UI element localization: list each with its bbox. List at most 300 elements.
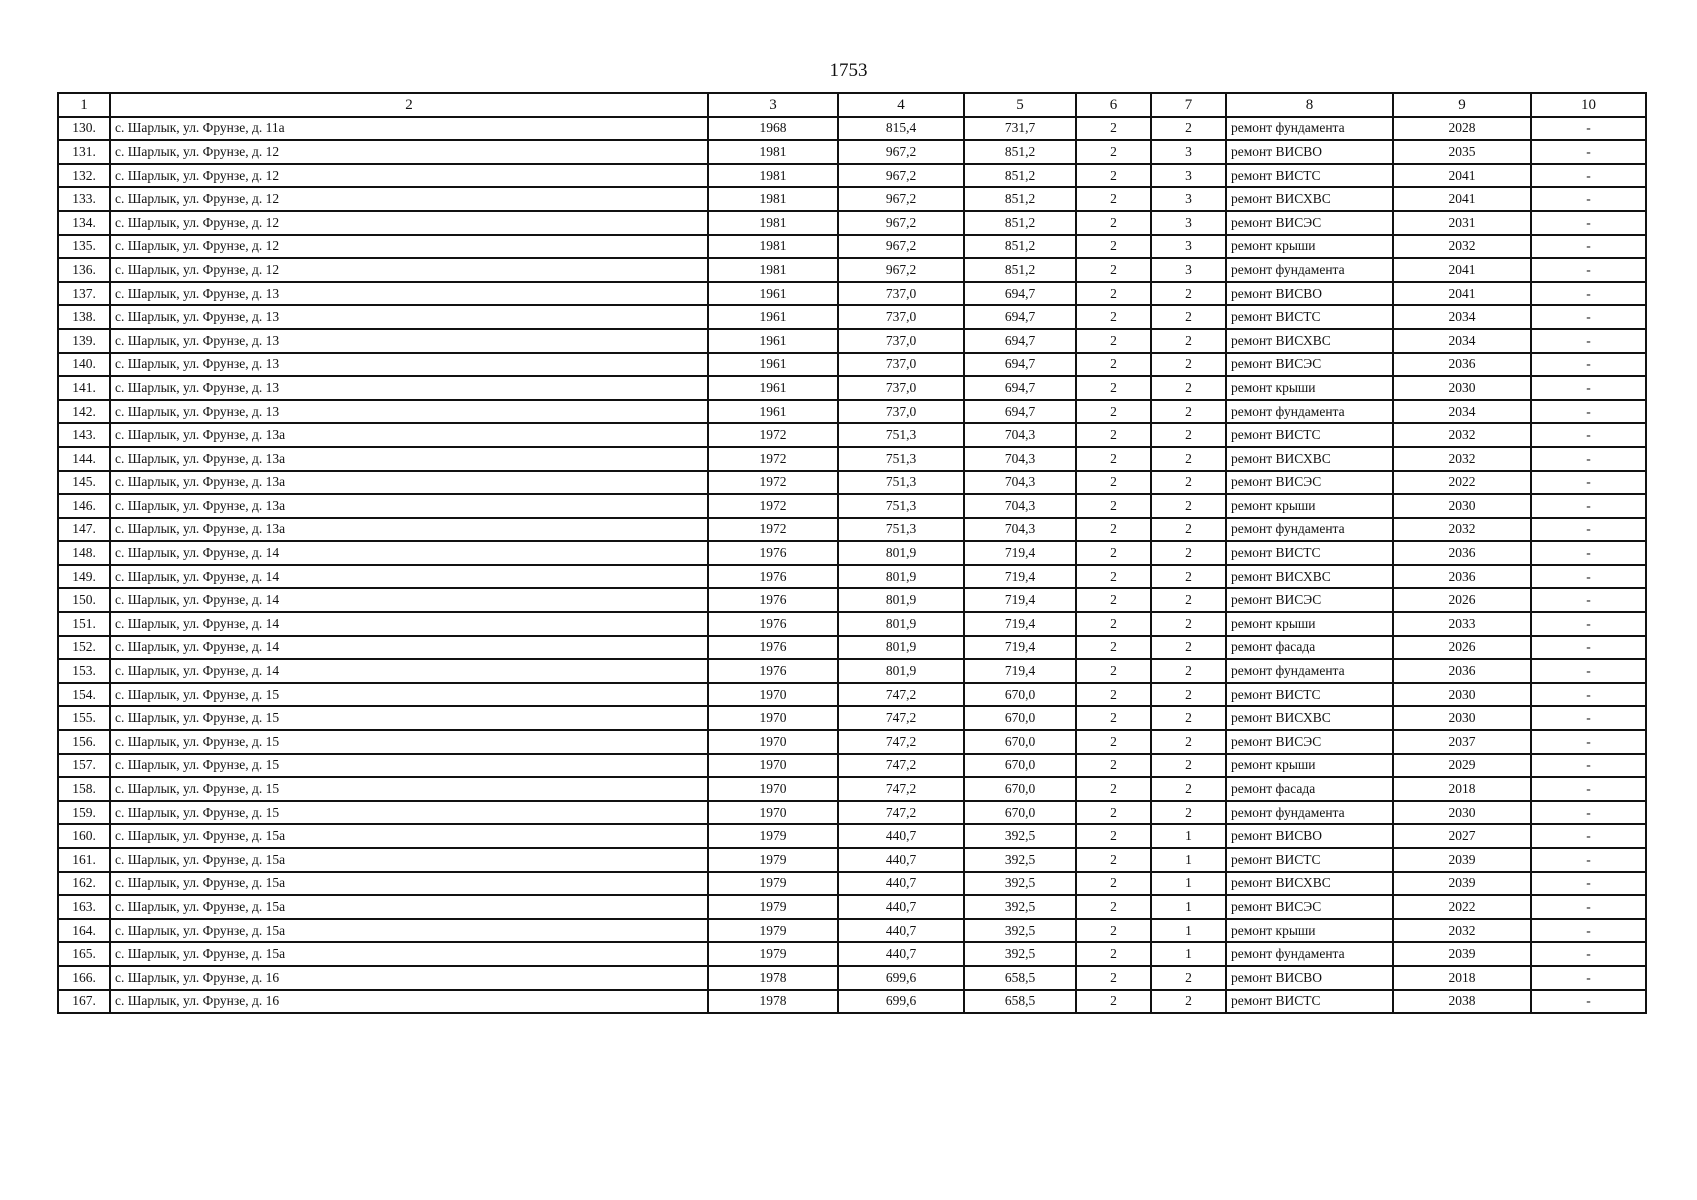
planned-year-cell: 2030 (1393, 683, 1531, 707)
note-cell: - (1531, 494, 1646, 518)
address-cell: с. Шарлык, ул. Фрунзе, д. 12 (110, 164, 708, 188)
work-type-cell: ремонт фундамента (1226, 400, 1393, 424)
year-built-cell: 1970 (708, 801, 838, 825)
living-area-cell: 719,4 (964, 588, 1076, 612)
note-cell: - (1531, 447, 1646, 471)
total-area-cell: 801,9 (838, 588, 964, 612)
address-cell: с. Шарлык, ул. Фрунзе, д. 15 (110, 801, 708, 825)
row-number-cell: 139. (58, 329, 110, 353)
planned-year-cell: 2036 (1393, 353, 1531, 377)
address-cell: с. Шарлык, ул. Фрунзе, д. 13 (110, 329, 708, 353)
row-number-cell: 146. (58, 494, 110, 518)
address-cell: с. Шарлык, ул. Фрунзе, д. 15 (110, 777, 708, 801)
year-built-cell: 1979 (708, 824, 838, 848)
total-area-cell: 440,7 (838, 919, 964, 943)
living-area-cell: 658,5 (964, 966, 1076, 990)
floors-cell: 2 (1076, 282, 1151, 306)
planned-year-cell: 2037 (1393, 730, 1531, 754)
address-cell: с. Шарлык, ул. Фрунзе, д. 14 (110, 612, 708, 636)
table-row (58, 706, 1646, 730)
entrances-cell: 2 (1151, 754, 1226, 778)
column-header: 8 (1226, 93, 1393, 117)
address-cell: с. Шарлык, ул. Фрунзе, д. 16 (110, 990, 708, 1014)
living-area-cell: 851,2 (964, 187, 1076, 211)
note-cell: - (1531, 164, 1646, 188)
planned-year-cell: 2038 (1393, 990, 1531, 1014)
entrances-cell: 1 (1151, 919, 1226, 943)
entrances-cell: 2 (1151, 117, 1226, 141)
floors-cell: 2 (1076, 801, 1151, 825)
note-cell: - (1531, 754, 1646, 778)
table-row (58, 990, 1646, 1014)
address-cell: с. Шарлык, ул. Фрунзе, д. 14 (110, 659, 708, 683)
work-type-cell: ремонт ВИСЭС (1226, 471, 1393, 495)
living-area-cell: 670,0 (964, 706, 1076, 730)
work-type-cell: ремонт ВИСТС (1226, 990, 1393, 1014)
year-built-cell: 1981 (708, 211, 838, 235)
total-area-cell: 801,9 (838, 659, 964, 683)
table-row (58, 140, 1646, 164)
entrances-cell: 1 (1151, 848, 1226, 872)
planned-year-cell: 2036 (1393, 541, 1531, 565)
table-row (58, 258, 1646, 282)
floors-cell: 2 (1076, 990, 1151, 1014)
work-type-cell: ремонт ВИСХВС (1226, 565, 1393, 589)
living-area-cell: 392,5 (964, 824, 1076, 848)
work-type-cell: ремонт крыши (1226, 919, 1393, 943)
entrances-cell: 3 (1151, 164, 1226, 188)
entrances-cell: 2 (1151, 541, 1226, 565)
entrances-cell: 2 (1151, 990, 1226, 1014)
living-area-cell: 851,2 (964, 258, 1076, 282)
living-area-cell: 392,5 (964, 942, 1076, 966)
note-cell: - (1531, 211, 1646, 235)
living-area-cell: 719,4 (964, 612, 1076, 636)
planned-year-cell: 2026 (1393, 588, 1531, 612)
table-row (58, 235, 1646, 259)
living-area-cell: 670,0 (964, 754, 1076, 778)
table-row (58, 187, 1646, 211)
row-number-cell: 136. (58, 258, 110, 282)
table-row (58, 565, 1646, 589)
planned-year-cell: 2032 (1393, 423, 1531, 447)
note-cell: - (1531, 777, 1646, 801)
table-row (58, 659, 1646, 683)
table-row (58, 730, 1646, 754)
total-area-cell: 967,2 (838, 164, 964, 188)
note-cell: - (1531, 235, 1646, 259)
note-cell: - (1531, 471, 1646, 495)
note-cell: - (1531, 541, 1646, 565)
living-area-cell: 670,0 (964, 683, 1076, 707)
total-area-cell: 801,9 (838, 612, 964, 636)
work-type-cell: ремонт ВИСВО (1226, 140, 1393, 164)
work-type-cell: ремонт ВИСХВС (1226, 447, 1393, 471)
entrances-cell: 2 (1151, 423, 1226, 447)
floors-cell: 2 (1076, 164, 1151, 188)
year-built-cell: 1976 (708, 659, 838, 683)
table-row (58, 423, 1646, 447)
address-cell: с. Шарлык, ул. Фрунзе, д. 12 (110, 140, 708, 164)
address-cell: с. Шарлык, ул. Фрунзе, д. 14 (110, 588, 708, 612)
living-area-cell: 719,4 (964, 541, 1076, 565)
planned-year-cell: 2030 (1393, 494, 1531, 518)
entrances-cell: 2 (1151, 353, 1226, 377)
entrances-cell: 3 (1151, 187, 1226, 211)
year-built-cell: 1972 (708, 423, 838, 447)
row-number-cell: 140. (58, 353, 110, 377)
table-row (58, 494, 1646, 518)
note-cell: - (1531, 187, 1646, 211)
living-area-cell: 694,7 (964, 282, 1076, 306)
floors-cell: 2 (1076, 423, 1151, 447)
note-cell: - (1531, 588, 1646, 612)
work-type-cell: ремонт ВИСТС (1226, 164, 1393, 188)
work-type-cell: ремонт крыши (1226, 235, 1393, 259)
work-type-cell: ремонт фасада (1226, 636, 1393, 660)
table-row (58, 282, 1646, 306)
year-built-cell: 1976 (708, 541, 838, 565)
column-header: 7 (1151, 93, 1226, 117)
address-cell: с. Шарлык, ул. Фрунзе, д. 15 (110, 730, 708, 754)
entrances-cell: 2 (1151, 447, 1226, 471)
row-number-cell: 157. (58, 754, 110, 778)
year-built-cell: 1978 (708, 990, 838, 1014)
entrances-cell: 2 (1151, 518, 1226, 542)
year-built-cell: 1970 (708, 777, 838, 801)
work-type-cell: ремонт ВИСТС (1226, 423, 1393, 447)
planned-year-cell: 2036 (1393, 565, 1531, 589)
entrances-cell: 2 (1151, 730, 1226, 754)
planned-year-cell: 2018 (1393, 777, 1531, 801)
floors-cell: 2 (1076, 777, 1151, 801)
row-number-cell: 160. (58, 824, 110, 848)
note-cell: - (1531, 942, 1646, 966)
address-cell: с. Шарлык, ул. Фрунзе, д. 13а (110, 494, 708, 518)
table-row (58, 919, 1646, 943)
planned-year-cell: 2022 (1393, 471, 1531, 495)
total-area-cell: 751,3 (838, 494, 964, 518)
address-cell: с. Шарлык, ул. Фрунзе, д. 12 (110, 211, 708, 235)
note-cell: - (1531, 636, 1646, 660)
total-area-cell: 751,3 (838, 423, 964, 447)
floors-cell: 2 (1076, 494, 1151, 518)
note-cell: - (1531, 376, 1646, 400)
address-cell: с. Шарлык, ул. Фрунзе, д. 13а (110, 447, 708, 471)
living-area-cell: 694,7 (964, 329, 1076, 353)
work-type-cell: ремонт крыши (1226, 376, 1393, 400)
total-area-cell: 737,0 (838, 305, 964, 329)
year-built-cell: 1970 (708, 730, 838, 754)
address-cell: с. Шарлык, ул. Фрунзе, д. 15а (110, 872, 708, 896)
year-built-cell: 1961 (708, 282, 838, 306)
table-row (58, 942, 1646, 966)
note-cell: - (1531, 400, 1646, 424)
floors-cell: 2 (1076, 659, 1151, 683)
total-area-cell: 747,2 (838, 777, 964, 801)
floors-cell: 2 (1076, 305, 1151, 329)
total-area-cell: 737,0 (838, 376, 964, 400)
table-row (58, 683, 1646, 707)
total-area-cell: 815,4 (838, 117, 964, 141)
table-row (58, 117, 1646, 141)
year-built-cell: 1979 (708, 872, 838, 896)
table-row (58, 164, 1646, 188)
entrances-cell: 2 (1151, 801, 1226, 825)
floors-cell: 2 (1076, 848, 1151, 872)
entrances-cell: 3 (1151, 140, 1226, 164)
address-cell: с. Шарлык, ул. Фрунзе, д. 15 (110, 754, 708, 778)
address-cell: с. Шарлык, ул. Фрунзе, д. 12 (110, 187, 708, 211)
living-area-cell: 704,3 (964, 494, 1076, 518)
year-built-cell: 1976 (708, 565, 838, 589)
total-area-cell: 747,2 (838, 801, 964, 825)
work-type-cell: ремонт ВИСТС (1226, 683, 1393, 707)
living-area-cell: 851,2 (964, 164, 1076, 188)
planned-year-cell: 2041 (1393, 187, 1531, 211)
row-number-cell: 154. (58, 683, 110, 707)
living-area-cell: 704,3 (964, 518, 1076, 542)
address-cell: с. Шарлык, ул. Фрунзе, д. 11а (110, 117, 708, 141)
row-number-cell: 162. (58, 872, 110, 896)
entrances-cell: 2 (1151, 400, 1226, 424)
floors-cell: 2 (1076, 329, 1151, 353)
address-cell: с. Шарлык, ул. Фрунзе, д. 13 (110, 282, 708, 306)
year-built-cell: 1979 (708, 848, 838, 872)
work-type-cell: ремонт фундамента (1226, 659, 1393, 683)
floors-cell: 2 (1076, 518, 1151, 542)
living-area-cell: 719,4 (964, 636, 1076, 660)
row-number-cell: 165. (58, 942, 110, 966)
total-area-cell: 747,2 (838, 754, 964, 778)
floors-cell: 2 (1076, 895, 1151, 919)
repair-schedule-table (57, 92, 1647, 1014)
planned-year-cell: 2033 (1393, 612, 1531, 636)
planned-year-cell: 2036 (1393, 659, 1531, 683)
table-row (58, 329, 1646, 353)
note-cell: - (1531, 612, 1646, 636)
year-built-cell: 1981 (708, 164, 838, 188)
planned-year-cell: 2029 (1393, 754, 1531, 778)
living-area-cell: 658,5 (964, 990, 1076, 1014)
table-row (58, 848, 1646, 872)
row-number-cell: 167. (58, 990, 110, 1014)
row-number-cell: 138. (58, 305, 110, 329)
living-area-cell: 851,2 (964, 235, 1076, 259)
note-cell: - (1531, 140, 1646, 164)
year-built-cell: 1979 (708, 942, 838, 966)
work-type-cell: ремонт ВИСЭС (1226, 730, 1393, 754)
floors-cell: 2 (1076, 919, 1151, 943)
work-type-cell: ремонт ВИСХВС (1226, 872, 1393, 896)
row-number-cell: 132. (58, 164, 110, 188)
floors-cell: 2 (1076, 612, 1151, 636)
planned-year-cell: 2018 (1393, 966, 1531, 990)
total-area-cell: 801,9 (838, 541, 964, 565)
total-area-cell: 751,3 (838, 518, 964, 542)
entrances-cell: 2 (1151, 659, 1226, 683)
floors-cell: 2 (1076, 872, 1151, 896)
living-area-cell: 719,4 (964, 659, 1076, 683)
planned-year-cell: 2034 (1393, 305, 1531, 329)
row-number-cell: 148. (58, 541, 110, 565)
column-header: 4 (838, 93, 964, 117)
entrances-cell: 3 (1151, 235, 1226, 259)
address-cell: с. Шарлык, ул. Фрунзе, д. 15 (110, 683, 708, 707)
floors-cell: 2 (1076, 754, 1151, 778)
entrances-cell: 2 (1151, 612, 1226, 636)
row-number-cell: 151. (58, 612, 110, 636)
total-area-cell: 440,7 (838, 872, 964, 896)
column-header: 1 (58, 93, 110, 117)
row-number-cell: 142. (58, 400, 110, 424)
living-area-cell: 704,3 (964, 423, 1076, 447)
address-cell: с. Шарлык, ул. Фрунзе, д. 12 (110, 235, 708, 259)
row-number-cell: 153. (58, 659, 110, 683)
row-number-cell: 166. (58, 966, 110, 990)
row-number-cell: 163. (58, 895, 110, 919)
note-cell: - (1531, 966, 1646, 990)
living-area-cell: 670,0 (964, 801, 1076, 825)
work-type-cell: ремонт ВИСХВС (1226, 706, 1393, 730)
page-number: 1753 (829, 60, 868, 81)
floors-cell: 2 (1076, 376, 1151, 400)
year-built-cell: 1961 (708, 329, 838, 353)
floors-cell: 2 (1076, 258, 1151, 282)
planned-year-cell: 2030 (1393, 376, 1531, 400)
table-header (58, 93, 1646, 117)
total-area-cell: 737,0 (838, 329, 964, 353)
table-body (58, 117, 1646, 1014)
planned-year-cell: 2026 (1393, 636, 1531, 660)
note-cell: - (1531, 801, 1646, 825)
row-number-cell: 130. (58, 117, 110, 141)
entrances-cell: 2 (1151, 706, 1226, 730)
total-area-cell: 699,6 (838, 966, 964, 990)
entrances-cell: 3 (1151, 258, 1226, 282)
year-built-cell: 1972 (708, 494, 838, 518)
note-cell: - (1531, 848, 1646, 872)
note-cell: - (1531, 329, 1646, 353)
note-cell: - (1531, 282, 1646, 306)
row-number-cell: 156. (58, 730, 110, 754)
note-cell: - (1531, 565, 1646, 589)
living-area-cell: 694,7 (964, 376, 1076, 400)
total-area-cell: 801,9 (838, 565, 964, 589)
floors-cell: 2 (1076, 400, 1151, 424)
entrances-cell: 1 (1151, 895, 1226, 919)
floors-cell: 2 (1076, 824, 1151, 848)
work-type-cell: ремонт фундамента (1226, 801, 1393, 825)
table-row (58, 801, 1646, 825)
floors-cell: 2 (1076, 235, 1151, 259)
year-built-cell: 1981 (708, 235, 838, 259)
living-area-cell: 670,0 (964, 730, 1076, 754)
work-type-cell: ремонт крыши (1226, 612, 1393, 636)
planned-year-cell: 2022 (1393, 895, 1531, 919)
row-number-cell: 143. (58, 423, 110, 447)
planned-year-cell: 2039 (1393, 848, 1531, 872)
floors-cell: 2 (1076, 966, 1151, 990)
address-cell: с. Шарлык, ул. Фрунзе, д. 12 (110, 258, 708, 282)
living-area-cell: 694,7 (964, 353, 1076, 377)
floors-cell: 2 (1076, 565, 1151, 589)
work-type-cell: ремонт ВИСЭС (1226, 353, 1393, 377)
total-area-cell: 751,3 (838, 447, 964, 471)
row-number-cell: 131. (58, 140, 110, 164)
address-cell: с. Шарлык, ул. Фрунзе, д. 13а (110, 518, 708, 542)
address-cell: с. Шарлык, ул. Фрунзе, д. 13а (110, 471, 708, 495)
header-row (58, 93, 1646, 117)
table-row (58, 353, 1646, 377)
total-area-cell: 751,3 (838, 471, 964, 495)
planned-year-cell: 2028 (1393, 117, 1531, 141)
living-area-cell: 670,0 (964, 777, 1076, 801)
floors-cell: 2 (1076, 117, 1151, 141)
entrances-cell: 2 (1151, 588, 1226, 612)
entrances-cell: 2 (1151, 636, 1226, 660)
address-cell: с. Шарлык, ул. Фрунзе, д. 15а (110, 942, 708, 966)
address-cell: с. Шарлык, ул. Фрунзе, д. 14 (110, 541, 708, 565)
address-cell: с. Шарлык, ул. Фрунзе, д. 15а (110, 848, 708, 872)
year-built-cell: 1981 (708, 187, 838, 211)
work-type-cell: ремонт ВИСВО (1226, 966, 1393, 990)
planned-year-cell: 2027 (1393, 824, 1531, 848)
floors-cell: 2 (1076, 730, 1151, 754)
year-built-cell: 1981 (708, 258, 838, 282)
year-built-cell: 1961 (708, 376, 838, 400)
note-cell: - (1531, 895, 1646, 919)
note-cell: - (1531, 423, 1646, 447)
address-cell: с. Шарлык, ул. Фрунзе, д. 15 (110, 706, 708, 730)
note-cell: - (1531, 258, 1646, 282)
row-number-cell: 133. (58, 187, 110, 211)
table-row (58, 541, 1646, 565)
living-area-cell: 392,5 (964, 919, 1076, 943)
address-cell: с. Шарлык, ул. Фрунзе, д. 15а (110, 919, 708, 943)
total-area-cell: 440,7 (838, 824, 964, 848)
column-header: 3 (708, 93, 838, 117)
address-cell: с. Шарлык, ул. Фрунзе, д. 15а (110, 895, 708, 919)
table-row (58, 471, 1646, 495)
table-row (58, 966, 1646, 990)
living-area-cell: 704,3 (964, 447, 1076, 471)
address-cell: с. Шарлык, ул. Фрунзе, д. 14 (110, 636, 708, 660)
planned-year-cell: 2041 (1393, 282, 1531, 306)
work-type-cell: ремонт ВИСЭС (1226, 588, 1393, 612)
year-built-cell: 1972 (708, 447, 838, 471)
entrances-cell: 2 (1151, 565, 1226, 589)
total-area-cell: 699,6 (838, 990, 964, 1014)
table-row (58, 895, 1646, 919)
living-area-cell: 694,7 (964, 305, 1076, 329)
table-row (58, 612, 1646, 636)
address-cell: с. Шарлык, ул. Фрунзе, д. 15а (110, 824, 708, 848)
living-area-cell: 719,4 (964, 565, 1076, 589)
work-type-cell: ремонт крыши (1226, 754, 1393, 778)
year-built-cell: 1961 (708, 305, 838, 329)
year-built-cell: 1976 (708, 612, 838, 636)
year-built-cell: 1972 (708, 518, 838, 542)
entrances-cell: 2 (1151, 471, 1226, 495)
work-type-cell: ремонт фундамента (1226, 518, 1393, 542)
row-number-cell: 161. (58, 848, 110, 872)
total-area-cell: 967,2 (838, 140, 964, 164)
total-area-cell: 747,2 (838, 683, 964, 707)
note-cell: - (1531, 824, 1646, 848)
floors-cell: 2 (1076, 353, 1151, 377)
row-number-cell: 150. (58, 588, 110, 612)
